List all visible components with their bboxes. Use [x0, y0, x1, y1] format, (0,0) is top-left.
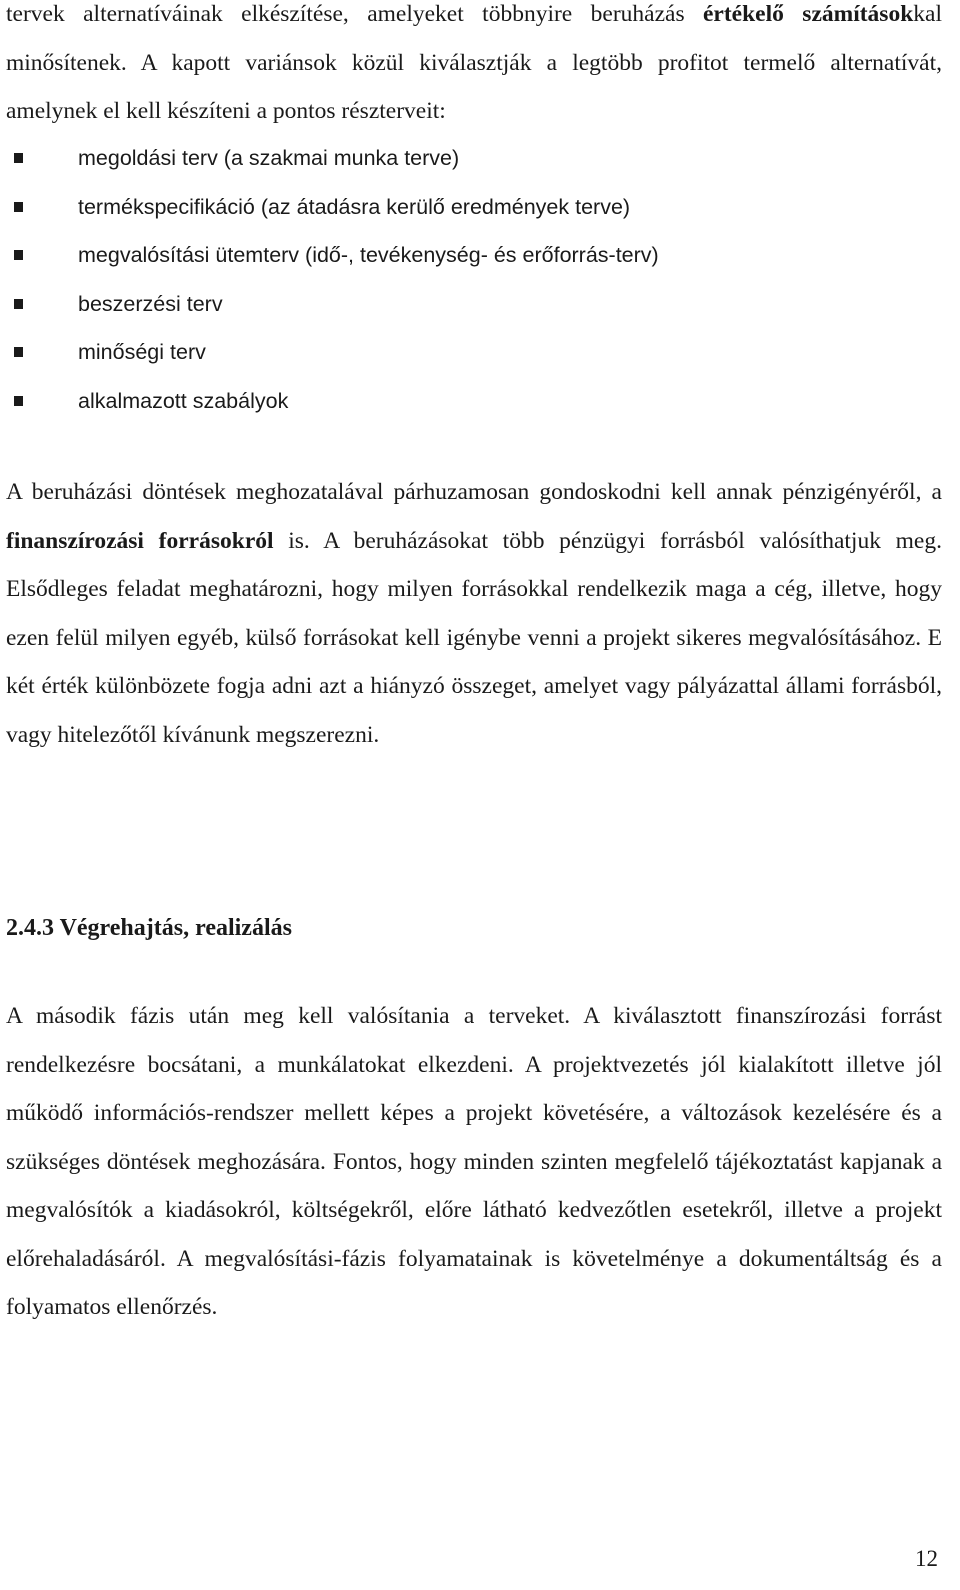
- list-item: [6, 134, 906, 183]
- list-item: [6, 183, 906, 232]
- list-item: [6, 377, 906, 426]
- square-bullet-icon: [14, 347, 23, 357]
- list-item-label: termékspecifikáció (az átadásra kerülő eredmények terve): [78, 194, 631, 219]
- list-item: [6, 328, 906, 377]
- intro-text-start: tervek alternatíváinak elkészítése, amelyeket többnyire beruházás: [6, 1, 703, 27]
- financing-paragraph: [6, 468, 942, 759]
- square-bullet-icon: [14, 202, 23, 212]
- list-item-label: beszerzési terv: [78, 291, 223, 316]
- square-bullet-icon: [14, 153, 23, 163]
- financing-text-end: is. A beruházásokat több pénzügyi forrásból valósíthatjuk meg. Elsődleges feladat meghatározni, hogy milyen forrásokkal rendelkezik maga a cég, illetve, hogy ezen felül milyen egyéb, külső forrásokat kell igénybe venni a projekt sikeres megvalósításához. E két érték különbözete fogja adni azt a hiányzó összeget, amelyet vagy pályázattal állami forrásból, vagy hitelezőtől kívánunk megszerezni.: [6, 527, 942, 748]
- financing-text-start: A beruházási döntések meghozatalával párhuzamosan gondoskodni kell annak pénzigényéről, a: [6, 479, 942, 505]
- square-bullet-icon: [14, 299, 23, 309]
- page-number: 12: [915, 1546, 938, 1571]
- square-bullet-icon: [14, 250, 23, 260]
- intro-text-end: kal minősítenek. A kapott variánsok közül kiválasztják a legtöbb profitot termelő alternatívát, amelynek el kell készíteni a pontos részterveit:: [6, 1, 942, 124]
- deliverables-list: [6, 134, 906, 425]
- financing-bold-term: finanszírozási forrásokról: [6, 527, 274, 554]
- square-bullet-icon: [14, 396, 23, 406]
- list-item-label: minőségi terv: [78, 340, 206, 364]
- list-item: [6, 280, 906, 329]
- execution-paragraph: A második fázis után meg kell valósítania a terveket. A kiválasztott finanszírozási forrást rendelkezésre bocsátani, a munkálatokat elkezdeni. A projektvezetés jól kialakított illetve jól működő információs-rendszer mellett képes a projekt követésére, a változások kezelésére és a szükséges döntések meghozására. Fontos, hogy minden szinten megfelelő tájékoztatást kapjanak a megvalósítók a kiadásokról, költségekről, előre látható kedvezőtlen esetekről, illetve a projekt előrehaladásáról. A megvalósítási-fázis folyamatainak is követelménye a dokumentáltság és a folyamatos ellenőrzés.: [6, 1003, 942, 1320]
- intro-bold-term: értékelő számítások: [703, 1, 914, 27]
- section-heading: 2.4.3 Végrehajtás, realizálás: [6, 915, 292, 941]
- list-item-label: megvalósítási ütemterv (idő-, tevékenység- és erőforrás-terv): [78, 243, 659, 267]
- list-item-label: alkalmazott szabályok: [78, 388, 289, 413]
- list-item: [6, 231, 906, 280]
- intro-paragraph: [6, 0, 942, 136]
- list-item-label: megoldási terv (a szakmai munka terve): [78, 146, 460, 170]
